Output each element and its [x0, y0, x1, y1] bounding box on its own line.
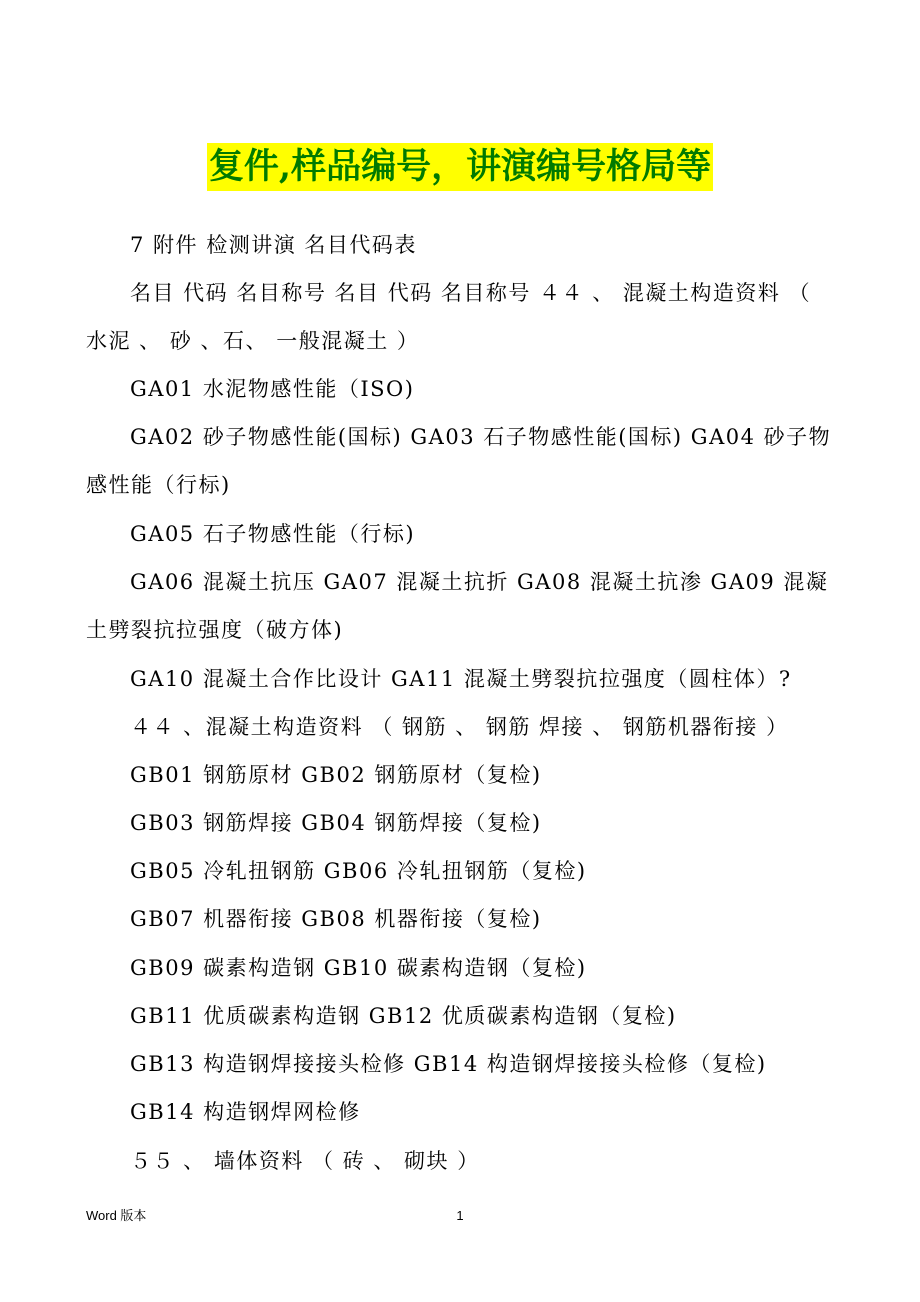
paragraph-7: GA10 混凝土合作比设计 GA11 混凝土劈裂抗拉强度（圆柱体）?	[130, 667, 792, 691]
paragraph-16: GB14 构造钢焊网检修	[130, 1100, 361, 1124]
paragraph-6: GA06 混凝土抗压 GA07 混凝土抗折 GA08 混凝土抗渗 GA09 混凝土劈裂抗拉强度（破方体)	[86, 570, 829, 642]
paragraph-17: ５５ 、 墙体资料 （ 砖 、 砌块 ）	[130, 1149, 480, 1173]
paragraph-14: GB11 优质碳素构造钢 GB12 优质碳素构造钢（复检)	[130, 1004, 677, 1028]
footer-version-label: Word 版本	[86, 1208, 147, 1223]
title-container	[0, 143, 920, 191]
page-number: 1	[456, 1208, 464, 1223]
paragraph-4: GA02 砂子物感性能(国标) GA03 石子物感性能(国标) GA04 砂子物感性能（行标)	[86, 425, 832, 497]
paragraph-5: GA05 石子物感性能（行标)	[130, 522, 416, 546]
document-title: 复件,样品编号，讲演编号格局等	[207, 143, 713, 191]
paragraph-8: ４４ 、混凝土构造资料 （ 钢筋 、 钢筋 焊接 、 钢筋机器衔接 ）	[130, 715, 789, 739]
paragraph-13: GB09 碳素构造钢 GB10 碳素构造钢（复检)	[130, 956, 587, 980]
paragraph-9: GB01 钢筋原材 GB02 钢筋原材（复检)	[130, 763, 542, 787]
paragraph-10: GB03 钢筋焊接 GB04 钢筋焊接（复检)	[130, 811, 542, 835]
paragraph-1: 7 附件 检测讲演 名目代码表	[130, 233, 417, 257]
paragraph-15: GB13 构造钢焊接接头检修 GB14 构造钢焊接接头检修（复检)	[130, 1052, 767, 1076]
paragraph-11: GB05 冷轧扭钢筋 GB06 冷轧扭钢筋（复检)	[130, 859, 587, 883]
paragraph-3: GA01 水泥物感性能（ISO)	[130, 377, 415, 401]
paragraph-2: 名目 代码 名目称号 名目 代码 名目称号 ４４ 、 混凝土构造资料 （ 水泥 、 砂 、石、 一般混凝土 ）	[86, 281, 812, 353]
paragraph-12: GB07 机器衔接 GB08 机器衔接（复检)	[130, 907, 542, 931]
